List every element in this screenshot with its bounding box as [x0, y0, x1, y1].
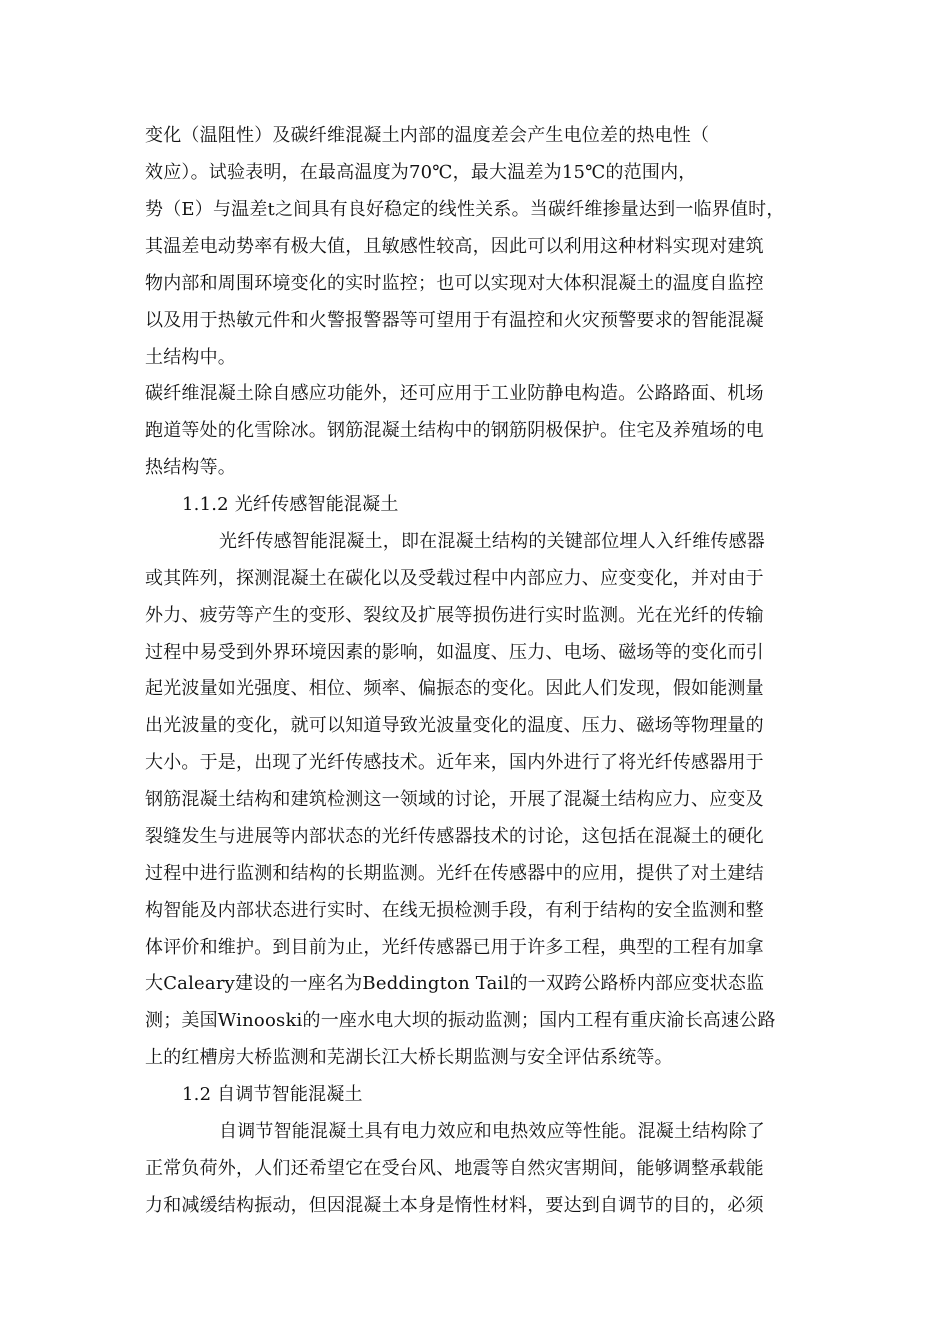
- body-text-line: 变化（温阻性）及碳纤维混凝土内部的温度差会产生电位差的热电性（: [145, 125, 710, 146]
- body-text-line: 上的红槽房大桥监测和芜湖长江大桥长期监测与安全评估系统等。: [145, 1047, 673, 1068]
- body-text-line: 测；美国Winooski的一座水电大坝的振动监测；国内工程有重庆渝长高速公路: [145, 1010, 776, 1031]
- body-text-line: 碳纤维混凝土除自感应功能外，还可应用于工业防静电构造。公路路面、机场: [145, 383, 764, 404]
- body-text-line: 势（E）与温差t之间具有良好稳定的线性关系。当碳纤维掺量达到一临界值时，: [145, 199, 785, 220]
- body-text-line: 光纤传感智能混凝土，即在混凝土结构的关键部位埋人入纤维传感器: [219, 531, 765, 552]
- body-text-line: 构智能及内部状态进行实时、在线无损检测手段，有利于结构的安全监测和整: [145, 900, 764, 921]
- body-text-line: 钢筋混凝土结构和建筑检测这一领域的讨论，开展了混凝土结构应力、应变及: [145, 789, 764, 810]
- body-text-line: 热结构等。: [145, 457, 236, 478]
- body-text-line: 力和减缓结构振动，但因混凝土本身是惰性材料，要达到自调节的目的，必须: [145, 1195, 764, 1216]
- section-heading: 1.2 自调节智能混凝土: [182, 1084, 363, 1105]
- body-text-line: 其温差电动势率有极大值，且敏感性较高，因此可以利用这种材料实现对建筑: [145, 236, 764, 257]
- body-text-line: 过程中进行监测和结构的长期监测。光纤在传感器中的应用，提供了对土建结: [145, 863, 764, 884]
- body-text-line: 自调节智能混凝土具有电力效应和电热效应等性能。混凝土结构除了: [219, 1121, 765, 1142]
- body-text-line: 大小。于是，出现了光纤传感技术。近年来，国内外进行了将光纤传感器用于: [145, 752, 764, 773]
- body-text-line: 裂缝发生与进展等内部状态的光纤传感器技术的讨论，这包括在混凝土的硬化: [145, 826, 764, 847]
- body-text-line: 土结构中。: [145, 347, 236, 368]
- body-text-line: 外力、疲劳等产生的变形、裂纹及扩展等损伤进行实时监测。光在光纤的传输: [145, 605, 764, 626]
- body-text-line: 正常负荷外，人们还希望它在受台风、地震等自然灾害期间，能够调整承载能: [145, 1158, 764, 1179]
- body-text-line: 大Caleary建设的一座名为Beddington Tail的一双跨公路桥内部应变状态监: [145, 973, 765, 994]
- body-text-line: 物内部和周围环境变化的实时监控；也可以实现对大体积混凝土的温度自监控: [145, 273, 764, 294]
- body-text-line: 效应）。试验表明，在最高温度为70℃，最大温差为15℃的范围内，: [145, 162, 697, 183]
- body-text-line: 以及用于热敏元件和火警报警器等可望用于有温控和火灾预警要求的智能混凝: [145, 310, 764, 331]
- body-text-line: 起光波量如光强度、相位、频率、偏振态的变化。因此人们发现，假如能测量: [145, 678, 764, 699]
- body-text-line: 过程中易受到外界环境因素的影响，如温度、压力、电场、磁场等的变化而引: [145, 642, 764, 663]
- body-text-line: 跑道等处的化雪除冰。钢筋混凝土结构中的钢筋阴极保护。住宅及养殖场的电: [145, 420, 764, 441]
- body-text-line: 体评价和维护。到目前为止，光纤传感器已用于许多工程，典型的工程有加拿: [145, 937, 764, 958]
- body-text-line: 或其阵列，探测混凝土在碳化以及受载过程中内部应力、应变变化，并对由于: [145, 568, 764, 589]
- body-text-line: 出光波量的变化，就可以知道导致光波量变化的温度、压力、磁场等物理量的: [145, 715, 764, 736]
- section-heading: 1.1.2 光纤传感智能混凝土: [182, 494, 399, 515]
